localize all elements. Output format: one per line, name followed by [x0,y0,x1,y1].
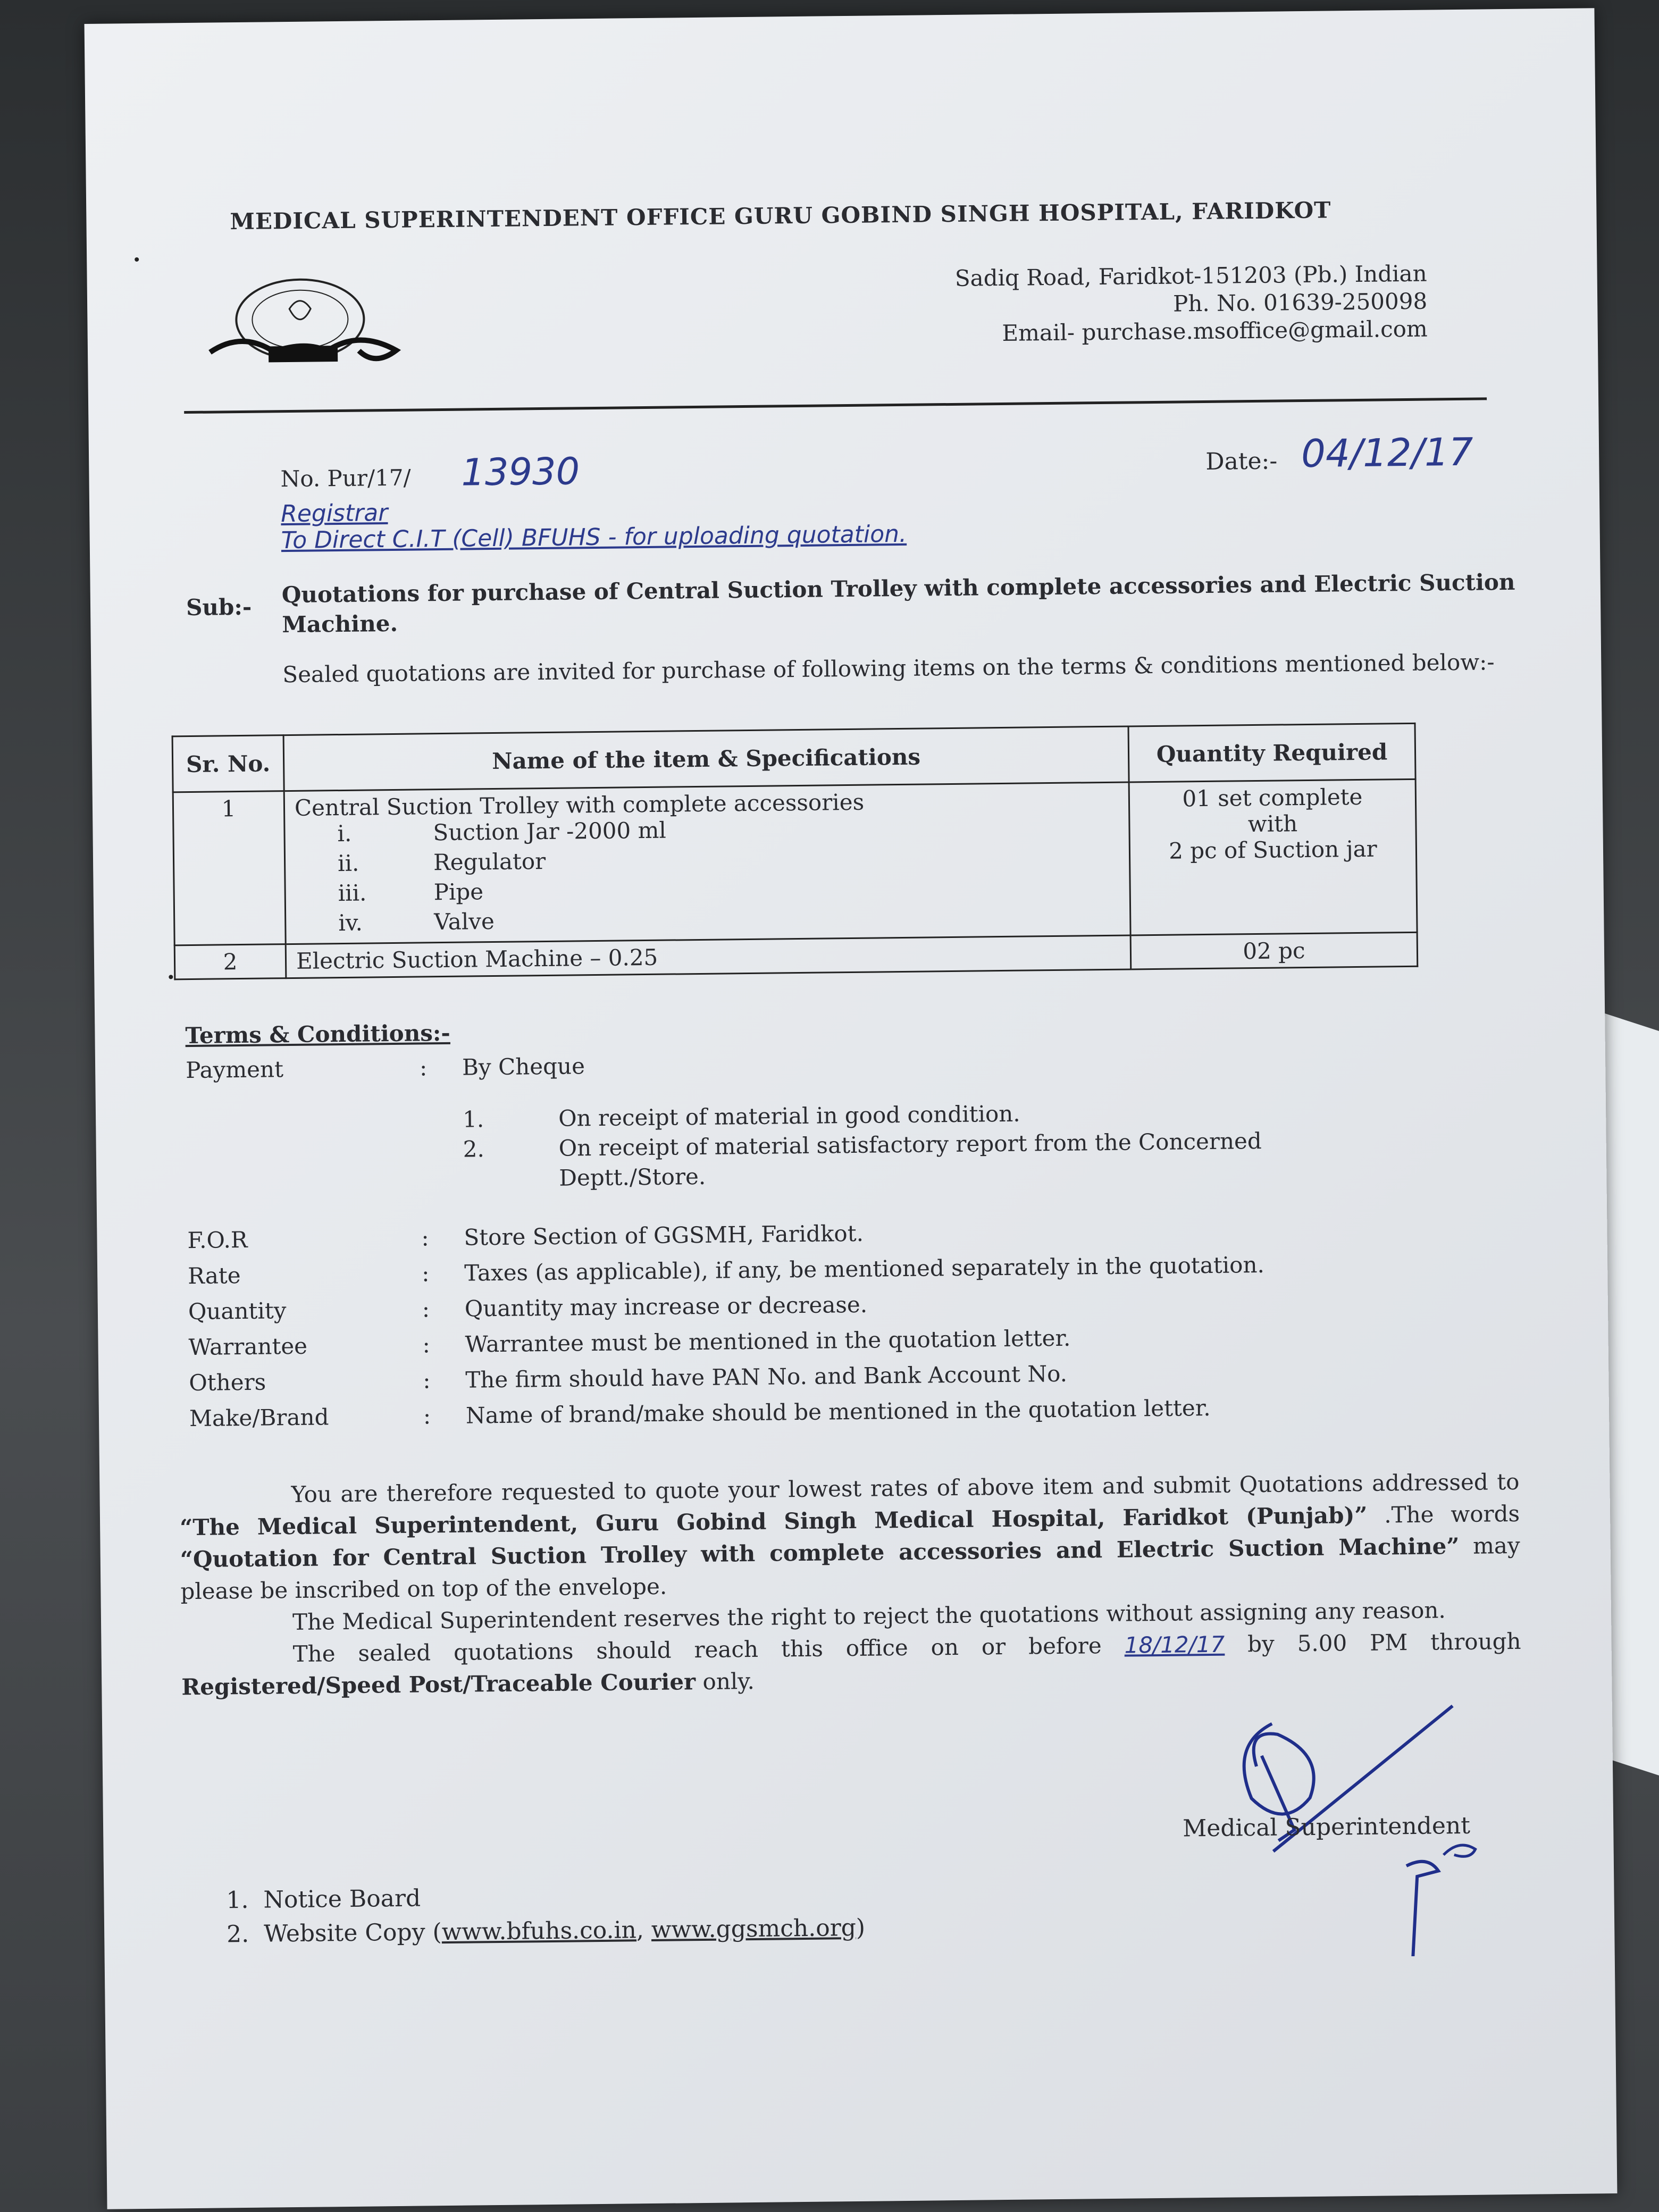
term-label: Payment [185,1056,284,1084]
term-label: Warrantee [188,1333,308,1361]
column-header: Name of the item & Specifications [283,726,1129,791]
term-label: Others [189,1369,266,1396]
closing-paren: ) [856,1914,866,1941]
subject-text: Quotations for purchase of Central Suction Trolley with complete accessories and Electric Suction Machine. [281,568,1515,638]
list-text: Pipe [433,878,484,906]
item-cell: Electric Suction Machine – 0.25 [286,935,1131,978]
list-number: i. [337,820,352,847]
term-value: By Cheque [462,1053,585,1080]
term-colon: : [419,1054,428,1081]
office-title: MEDICAL SUPERINTENDENT OFFICE GURU GOBIND SINGH HOSPITAL, FARIDKOT [230,197,1331,235]
closing-text: only. [695,1668,755,1695]
term-value: Quantity may increase or decrease. [464,1291,868,1322]
term-label: Make/Brand [189,1404,329,1432]
item-cell [284,782,1130,944]
website-link[interactable]: www.ggsmch.org [651,1914,857,1944]
term-label: F.O.R [187,1226,248,1254]
reference-number-label: No. Pur/17/ [280,464,411,492]
term-row [188,1321,1475,1360]
term-colon: : [421,1225,429,1251]
list-number: iv. [338,909,363,936]
quantity-line: 2 pc of Suction jar [1168,835,1377,864]
term-colon: : [423,1403,431,1429]
term-value: The firm should have PAN No. and Bank Account No. [465,1360,1068,1393]
term-colon: : [422,1331,431,1358]
quantity-cell: 02 pc [1130,932,1418,969]
subject-label: Sub:- [186,593,252,621]
column-header: Quantity Required [1128,723,1415,782]
closing-paragraph: The Medical Superintendent reserves the right to reject the quotations without assigning any reason. [292,1597,1446,1636]
intro-paragraph: Sealed quotations are invited for purchase of following items on the terms & conditions mentioned below:- [282,649,1495,688]
terms-heading: Terms & Conditions:- [185,1019,451,1049]
date-handwritten: 04/12/17 [1301,429,1473,476]
paper-speck [135,257,139,262]
copy-to-list [226,1877,865,1952]
copy-recipient: Notice Board [263,1884,421,1914]
reference-number-handwritten: 13930 [461,449,580,495]
closing-text: may please be inscribed on top of the envelope. [180,1532,1520,1605]
document-page [85,8,1618,2209]
handwritten-note-line2: To Direct C.I.T (Cell) BFUHS - for uploading quotation. [281,520,907,555]
payment-conditions-list [463,1095,1368,1194]
closing-text: The sealed quotations should reach this office on or before [292,1632,1125,1668]
table-row [173,779,1417,945]
quantity-cell [1129,779,1417,935]
closing-text: by 5.00 PM through [1224,1628,1521,1657]
column-header: Sr. No. [172,735,284,792]
due-date-handwritten: 18/12/17 [1124,1631,1225,1658]
term-label: Quantity [188,1297,287,1325]
office-address [955,260,1428,348]
hospital-logo-icon [193,270,417,389]
term-colon: : [423,1367,431,1394]
list-number: ii. [337,850,359,877]
link-separator: , [636,1916,652,1944]
list-text: On receipt of material satisfactory report from the Concerned Deptt./Store. [558,1127,1262,1191]
term-row [188,1285,1475,1325]
closing-paragraphs [179,1466,1521,1703]
closing-text: You are therefore requested to quote your lowest rates of above item and submit Quotations addressed to [291,1468,1520,1508]
phone-line: Ph. No. 01639-250098 [1172,288,1428,317]
term-colon: : [422,1296,430,1322]
handwritten-note-line1: Registrar [280,499,388,528]
copy-recipient: Website Copy ( [263,1918,442,1948]
list-text: Regulator [433,848,546,876]
term-row [187,1214,1474,1253]
term-value: Store Section of GGSMH, Faridkot. [464,1220,864,1251]
list-number: 1. [462,1106,484,1133]
closing-paragraph [179,1466,1520,1607]
term-label: Rate [187,1262,241,1289]
website-link[interactable]: www.bfuhs.co.in [441,1916,637,1946]
list-number: 2. [226,1920,249,1948]
envelope-inscription: “Quotation for Central Suction Trolley with complete accessories and Electric Suction Machine” [180,1533,1460,1573]
term-row-payment [186,1044,1472,1083]
list-item [227,1911,866,1952]
term-value: Taxes (as applicable), if any, be mentioned separately in the quotation. [464,1251,1265,1286]
term-row [189,1356,1476,1396]
sr-cell: 2 [174,944,286,979]
signatory-title: Medical Superintendent [1182,1812,1471,1842]
delivery-mode: Registered/Speed Post/Traceable Courier [181,1669,696,1700]
list-text: Suction Jar -2000 ml [433,817,667,846]
date-label: Date:- [1205,447,1278,475]
closing-text: .The words [1367,1500,1520,1528]
list-number: iii. [338,879,367,907]
list-text: On receipt of material in good condition. [558,1100,1020,1132]
item-name: Central Suction Trolley with complete accessories [294,789,865,821]
list-item [463,1125,1367,1194]
quantity-line: 01 set complete [1182,783,1363,812]
items-table [172,723,1419,980]
term-row [189,1392,1476,1431]
list-number: 1. [226,1886,249,1914]
address-line: Sadiq Road, Faridkot-151203 (Pb.) Indian [954,260,1427,291]
sr-cell: 1 [173,791,286,945]
list-text: Valve [434,908,495,935]
header-divider [184,397,1487,414]
accessory-list [295,812,1120,940]
quantity-line: with [1247,810,1298,837]
term-colon: : [421,1260,430,1287]
paper-speck [169,975,173,979]
email-line: Email- purchase.msoffice@gmail.com [1002,315,1428,346]
addressee-text: “The Medical Superintendent, Guru Gobind Singh Medical Hospital, Faridkot (Punjab)” [179,1502,1368,1541]
term-row [188,1250,1474,1289]
list-number: 2. [463,1136,485,1162]
term-value: Warrantee must be mentioned in the quotation letter. [465,1325,1071,1358]
term-value: Name of brand/make should be mentioned in the quotation letter. [465,1394,1211,1429]
